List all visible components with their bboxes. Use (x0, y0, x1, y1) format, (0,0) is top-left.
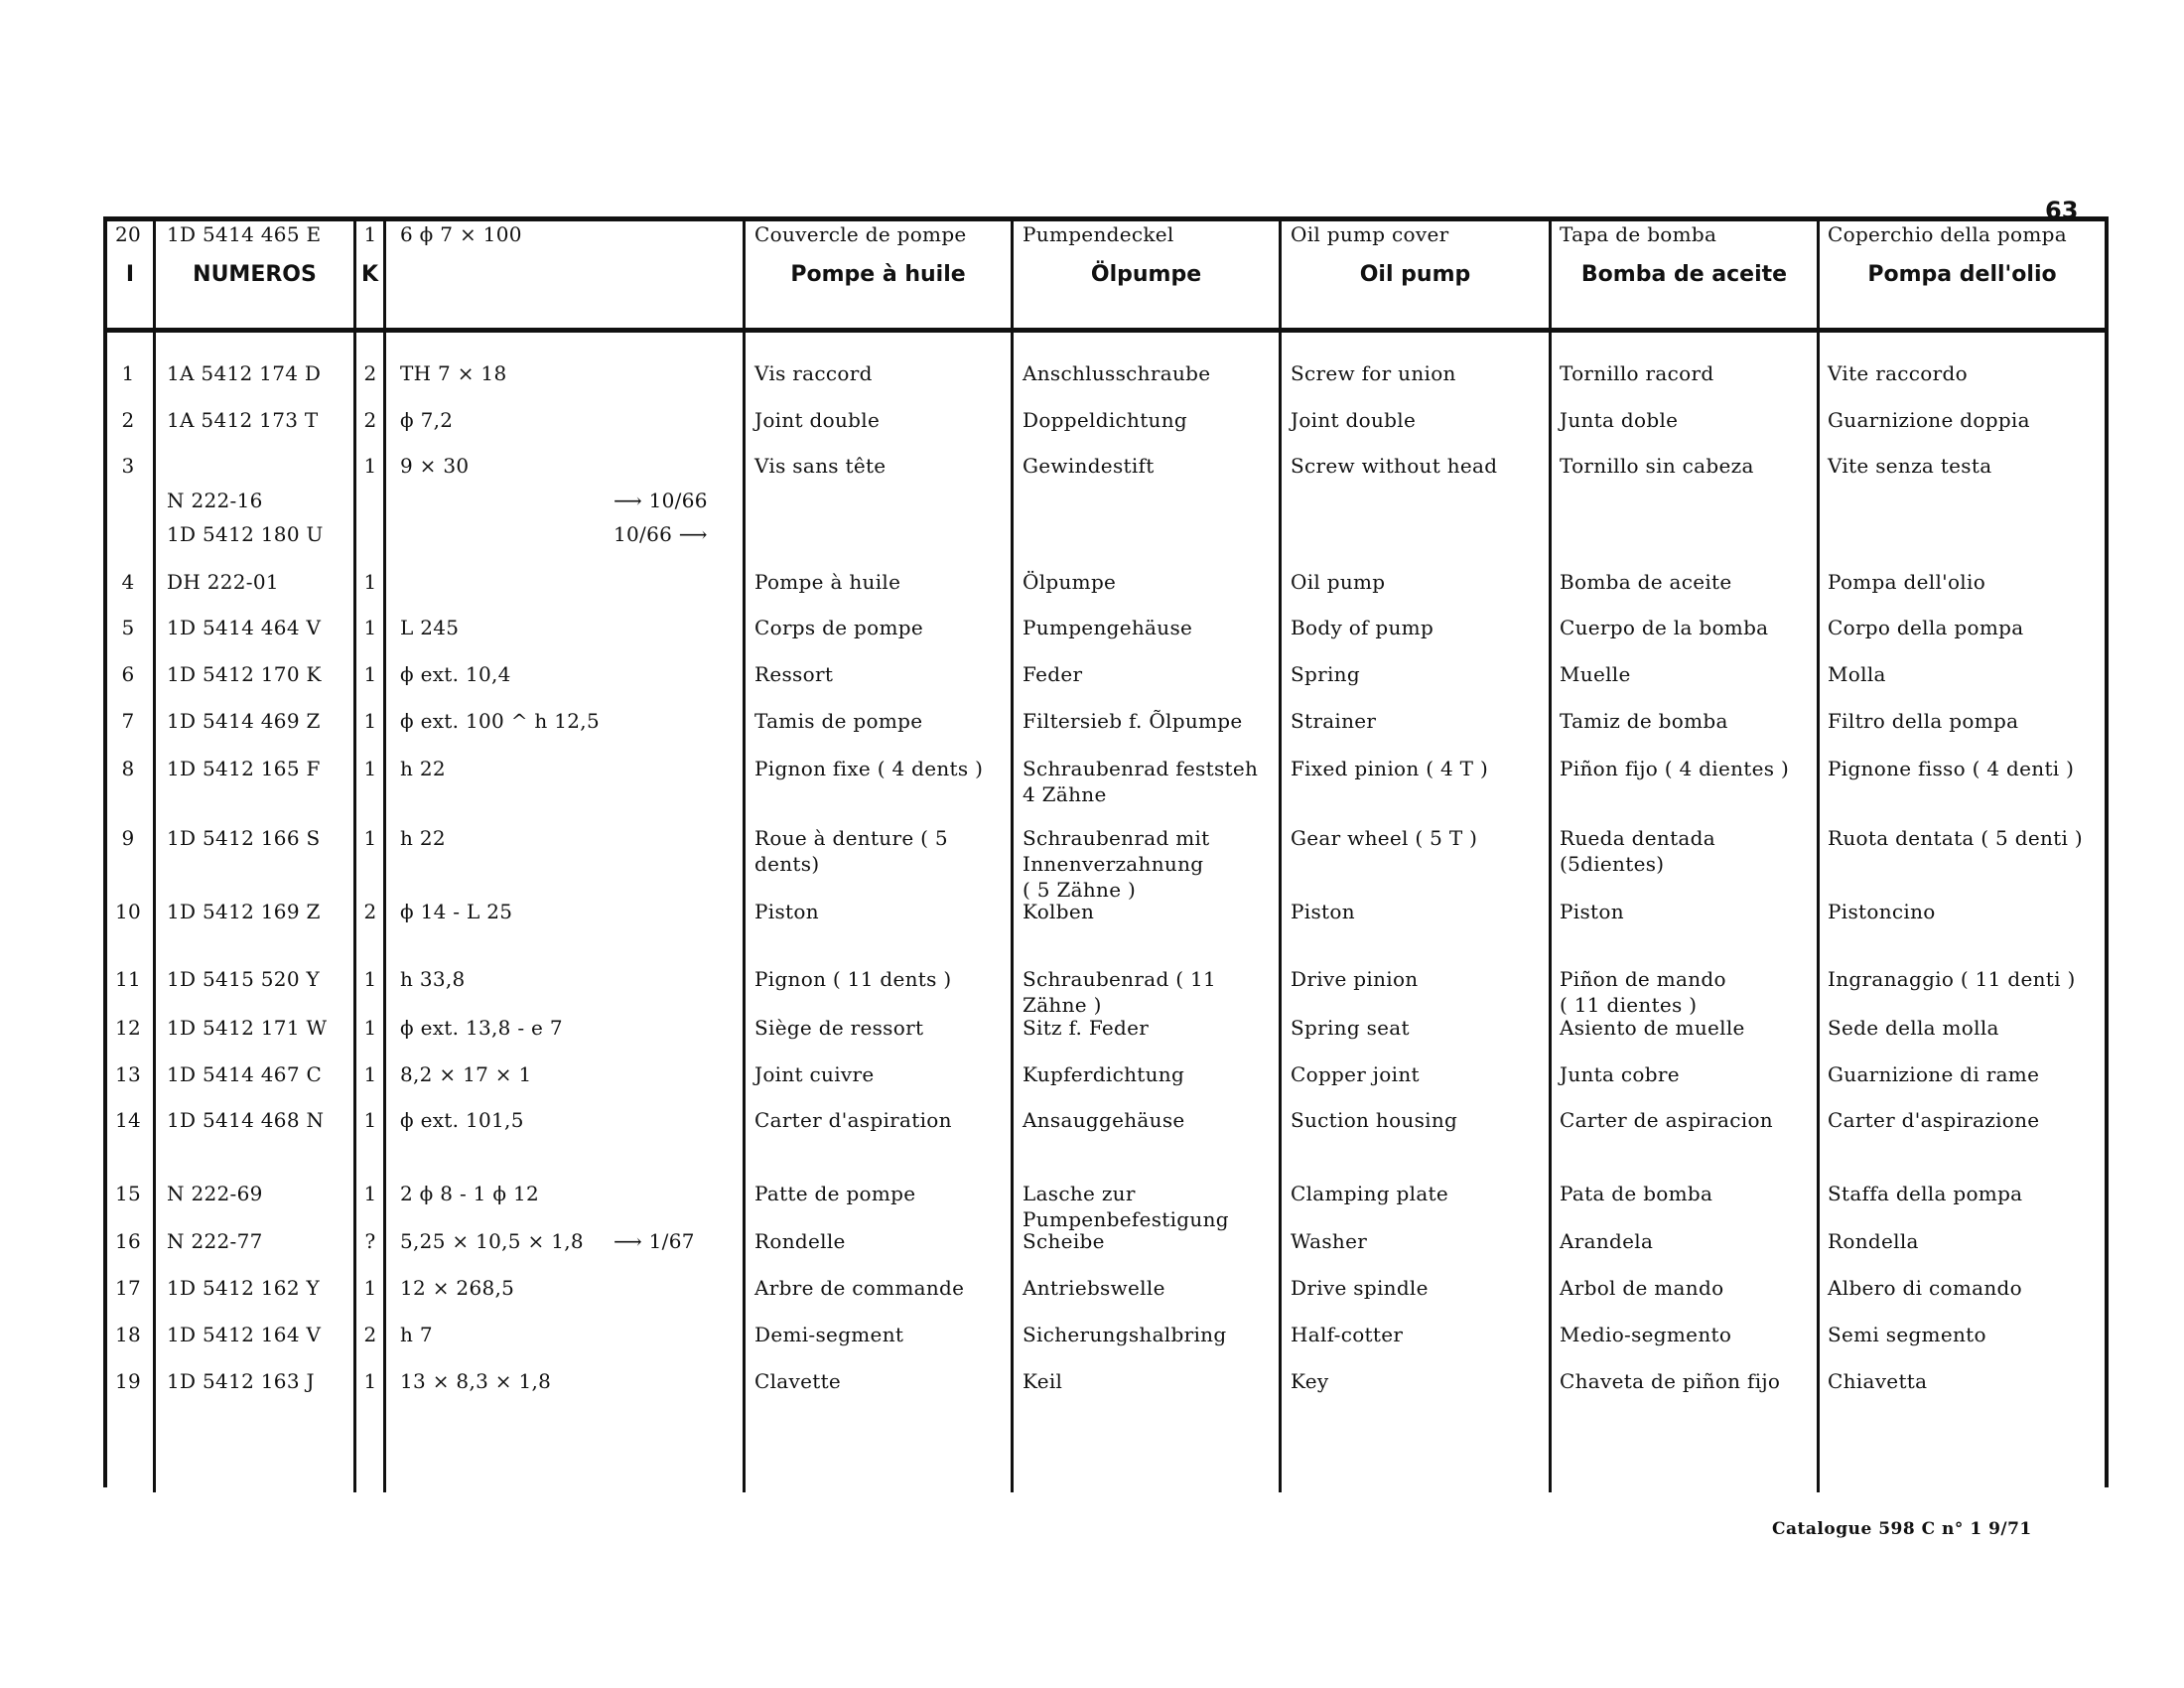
dimensions: 2 ϕ 8 - 1 ϕ 12 (400, 1182, 539, 1205)
row-index: 13 (114, 1062, 142, 1086)
dimensions: ϕ ext. 13,8 - e 7 (400, 1016, 563, 1040)
description-it: Pompa dell'olio (1828, 570, 1986, 594)
header-german: Ölpumpe (1090, 262, 1202, 287)
quantity: 1 (363, 1182, 377, 1205)
dimensions: 8,2 × 17 × 1 (400, 1062, 532, 1086)
description-en: Drive spindle (1291, 1276, 1429, 1300)
part-number: 1D 5412 165 F (167, 757, 321, 780)
dimensions: ϕ ext. 100 ^ h 12,5 (400, 709, 600, 733)
part-number: 1D 5414 467 C (167, 1062, 323, 1086)
description-es: Tornillo racord (1560, 361, 1714, 385)
description-de: Lasche zur Pumpenbefestigung (1023, 1182, 1229, 1231)
description-it: Corpo della pompa (1828, 616, 2024, 639)
description-en: Gear wheel ( 5 T ) (1291, 826, 1478, 850)
quantity: 1 (363, 662, 377, 686)
description-es: Junta cobre (1560, 1062, 1680, 1086)
part-number: N 222-16 (167, 489, 263, 512)
description-de: Pumpendeckel (1023, 222, 1174, 246)
description-en: Joint double (1291, 408, 1417, 432)
dimensions: L 245 (400, 616, 460, 639)
description-fr: Joint cuivre (754, 1062, 875, 1086)
header-french: Pompe à huile (790, 262, 966, 287)
dimensions: ϕ 14 - L 25 (400, 900, 513, 923)
description-it: Carter d'aspirazione (1828, 1108, 2040, 1132)
row-index: 17 (114, 1276, 142, 1300)
part-number: N 222-77 (167, 1229, 263, 1253)
row-index: 8 (121, 757, 135, 780)
description-en: Fixed pinion ( 4 T ) (1291, 757, 1489, 780)
description-fr: Roue à denture ( 5 dents) (754, 826, 948, 876)
quantity: 1 (363, 709, 377, 733)
description-de: Kolben (1023, 900, 1095, 923)
row-index: 4 (121, 570, 135, 594)
description-de: Sicherungshalbring (1023, 1323, 1227, 1346)
quantity: 1 (363, 454, 377, 478)
description-fr: Ressort (754, 662, 834, 686)
description-fr: Corps de pompe (754, 616, 923, 639)
description-es: Rueda dentada (5dientes) (1560, 826, 1715, 876)
row-index: 5 (121, 616, 135, 639)
description-it: Molla (1828, 662, 1886, 686)
description-it: Sede della molla (1828, 1016, 1999, 1040)
description-fr: Pignon fixe ( 4 dents ) (754, 757, 984, 780)
description-it: Guarnizione doppia (1828, 408, 2030, 432)
part-number: 1D 5412 163 J (167, 1369, 315, 1393)
row-index: 15 (114, 1182, 142, 1205)
quantity: 2 (363, 1323, 377, 1346)
quantity: 2 (363, 361, 377, 385)
description-en: Screw for union (1291, 361, 1456, 385)
description-fr: Siège de ressort (754, 1016, 924, 1040)
quantity: 1 (363, 1016, 377, 1040)
description-en: Screw without head (1291, 454, 1498, 478)
column-divider (743, 221, 746, 1492)
row-index: 2 (121, 408, 135, 432)
parts-table (103, 216, 2109, 1487)
description-es: Asiento de muelle (1560, 1016, 1745, 1040)
description-de: Schraubenrad ( 11 Zähne ) (1023, 967, 1217, 1017)
quantity: 1 (363, 1062, 377, 1086)
description-es: Pata de bomba (1560, 1182, 1713, 1205)
description-de: Antriebswelle (1023, 1276, 1165, 1300)
description-it: Semi segmento (1828, 1323, 1986, 1346)
description-fr: Arbre de commande (754, 1276, 965, 1300)
description-it: Pignone fisso ( 4 denti ) (1828, 757, 2075, 780)
header-numeros: NUMEROS (193, 262, 317, 287)
part-number: 1D 5412 164 V (167, 1323, 322, 1346)
description-en: Spring (1291, 662, 1360, 686)
row-index: 7 (121, 709, 135, 733)
description-it: Ingranaggio ( 11 denti ) (1828, 967, 2076, 991)
part-number: 1D 5415 520 Y (167, 967, 321, 991)
description-en: Strainer (1291, 709, 1377, 733)
quantity: 1 (363, 826, 377, 850)
description-it: Staffa della pompa (1828, 1182, 2023, 1205)
dimensions: 9 × 30 (400, 454, 470, 478)
description-it: Guarnizione di rame (1828, 1062, 2040, 1086)
description-fr: Patte de pompe (754, 1182, 916, 1205)
description-es: Medio-segmento (1560, 1323, 1732, 1346)
description-es: Piston (1560, 900, 1624, 923)
description-de: Ansauggehäuse (1023, 1108, 1185, 1132)
date-note: 10/66 ⟶ (614, 522, 708, 546)
header-italian: Pompa dell'olio (1867, 262, 2057, 287)
description-es: Piñon fijo ( 4 dientes ) (1560, 757, 1790, 780)
part-number: 1D 5414 465 E (167, 222, 322, 246)
dimensions: h 22 (400, 757, 446, 780)
quantity: 1 (363, 757, 377, 780)
dimensions: h 22 (400, 826, 446, 850)
quantity: 1 (363, 222, 377, 246)
row-index: 12 (114, 1016, 142, 1040)
dimensions: 6 ϕ 7 × 100 (400, 222, 522, 246)
description-fr: Joint double (754, 408, 881, 432)
description-de: Keil (1023, 1369, 1063, 1393)
row-index: 6 (121, 662, 135, 686)
header-english: Oil pump (1359, 262, 1471, 287)
description-it: Vite senza testa (1828, 454, 1992, 478)
description-de: Pumpengehäuse (1023, 616, 1193, 639)
description-en: Washer (1291, 1229, 1368, 1253)
quantity: 2 (363, 408, 377, 432)
description-es: Arandela (1560, 1229, 1654, 1253)
description-fr: Carter d'aspiration (754, 1108, 952, 1132)
description-fr: Piston (754, 900, 819, 923)
description-es: Tornillo sin cabeza (1560, 454, 1754, 478)
description-de: Schraubenrad mit Innenverzahnung ( 5 Zähne ) (1023, 826, 1210, 902)
description-en: Piston (1291, 900, 1355, 923)
part-number: 1D 5412 180 U (167, 522, 324, 546)
part-number: 1D 5414 469 Z (167, 709, 321, 733)
quantity: ? (364, 1229, 376, 1253)
row-index: 3 (121, 454, 135, 478)
quantity: 1 (363, 616, 377, 639)
description-en: Drive pinion (1291, 967, 1419, 991)
dimensions: 12 × 268,5 (400, 1276, 515, 1300)
page-number: 63 (2045, 197, 2079, 224)
description-it: Pistoncino (1828, 900, 1936, 923)
description-fr: Clavette (754, 1369, 842, 1393)
header-k: K (360, 262, 379, 287)
dimensions: 5,25 × 10,5 × 1,8 (400, 1229, 584, 1253)
dimensions: ϕ 7,2 (400, 408, 454, 432)
row-index: 11 (114, 967, 142, 991)
description-es: Bomba de aceite (1560, 570, 1732, 594)
header-index: I (125, 262, 135, 287)
description-es: Carter de aspiracion (1560, 1108, 1773, 1132)
row-index: 19 (114, 1369, 142, 1393)
row-index: 18 (114, 1323, 142, 1346)
quantity: 1 (363, 967, 377, 991)
description-en: Copper joint (1291, 1062, 1420, 1086)
row-index: 20 (114, 222, 142, 246)
description-it: Coperchio della pompa (1828, 222, 2067, 246)
dimensions: h 33,8 (400, 967, 466, 991)
part-number: 1D 5412 169 Z (167, 900, 321, 923)
part-number: 1D 5412 170 K (167, 662, 322, 686)
date-note: ⟶ 1/67 (614, 1229, 695, 1253)
description-en: Body of pump (1291, 616, 1434, 639)
dimensions: ϕ ext. 10,4 (400, 662, 511, 686)
description-en: Key (1291, 1369, 1329, 1393)
description-es: Tamiz de bomba (1560, 709, 1728, 733)
dimensions: h 7 (400, 1323, 433, 1346)
description-fr: Pignon ( 11 dents ) (754, 967, 952, 991)
description-de: Scheibe (1023, 1229, 1105, 1253)
description-es: Tapa de bomba (1560, 222, 1717, 246)
description-it: Ruota dentata ( 5 denti ) (1828, 826, 2083, 850)
description-de: Anschlusschraube (1023, 361, 1211, 385)
description-en: Oil pump cover (1291, 222, 1449, 246)
description-fr: Pompe à huile (754, 570, 901, 594)
date-note: ⟶ 10/66 (614, 489, 708, 512)
description-es: Junta doble (1560, 408, 1679, 432)
part-number: 1D 5412 162 Y (167, 1276, 321, 1300)
description-de: Filtersieb f. Õlpumpe (1023, 709, 1243, 733)
description-en: Spring seat (1291, 1016, 1410, 1040)
description-de: Gewindestift (1023, 454, 1155, 478)
description-fr: Vis raccord (754, 361, 873, 385)
description-de: Schraubenrad feststeh 4 Zähne (1023, 757, 1259, 806)
description-de: Doppeldichtung (1023, 408, 1187, 432)
description-es: Arbol de mando (1560, 1276, 1724, 1300)
quantity: 1 (363, 1108, 377, 1132)
description-es: Piñon de mando ( 11 dientes ) (1560, 967, 1726, 1017)
description-it: Chiavetta (1828, 1369, 1928, 1393)
part-number: 1A 5412 174 D (167, 361, 322, 385)
row-index: 10 (114, 900, 142, 923)
description-en: Clamping plate (1291, 1182, 1449, 1205)
dimensions: TH 7 × 18 (400, 361, 507, 385)
description-it: Vite raccordo (1828, 361, 1968, 385)
description-en: Suction housing (1291, 1108, 1458, 1132)
row-index: 16 (114, 1229, 142, 1253)
catalogue-reference: Catalogue 598 C n° 1 9/71 (1772, 1519, 2032, 1539)
part-number: 1D 5414 468 N (167, 1108, 325, 1132)
part-number: 1D 5414 464 V (167, 616, 322, 639)
description-en: Oil pump (1291, 570, 1386, 594)
quantity: 1 (363, 570, 377, 594)
description-it: Albero di comando (1828, 1276, 2022, 1300)
description-fr: Rondelle (754, 1229, 846, 1253)
quantity: 2 (363, 900, 377, 923)
quantity: 1 (363, 1369, 377, 1393)
row-index: 14 (114, 1108, 142, 1132)
description-en: Half-cotter (1291, 1323, 1404, 1346)
description-fr: Vis sans tête (754, 454, 887, 478)
part-number: N 222-69 (167, 1182, 263, 1205)
part-number: 1A 5412 173 T (167, 408, 319, 432)
description-de: Feder (1023, 662, 1083, 686)
dimensions: ϕ ext. 101,5 (400, 1108, 524, 1132)
description-es: Chaveta de piñon fijo (1560, 1369, 1781, 1393)
part-number: 1D 5412 166 S (167, 826, 321, 850)
part-number: 1D 5412 171 W (167, 1016, 328, 1040)
row-index: 9 (121, 826, 135, 850)
description-fr: Tamis de pompe (754, 709, 923, 733)
description-it: Filtro della pompa (1828, 709, 2019, 733)
description-de: Ölpumpe (1023, 570, 1117, 594)
description-it: Rondella (1828, 1229, 1919, 1253)
dimensions: 13 × 8,3 × 1,8 (400, 1369, 552, 1393)
part-number: DH 222-01 (167, 570, 279, 594)
description-de: Sitz f. Feder (1023, 1016, 1150, 1040)
description-fr: Couvercle de pompe (754, 222, 967, 246)
row-index: 1 (121, 361, 135, 385)
description-de: Kupferdichtung (1023, 1062, 1185, 1086)
header-spanish: Bomba de aceite (1580, 262, 1788, 287)
quantity: 1 (363, 1276, 377, 1300)
description-es: Muelle (1560, 662, 1631, 686)
column-divider (153, 221, 156, 1492)
description-es: Cuerpo de la bomba (1560, 616, 1769, 639)
description-fr: Demi-segment (754, 1323, 904, 1346)
